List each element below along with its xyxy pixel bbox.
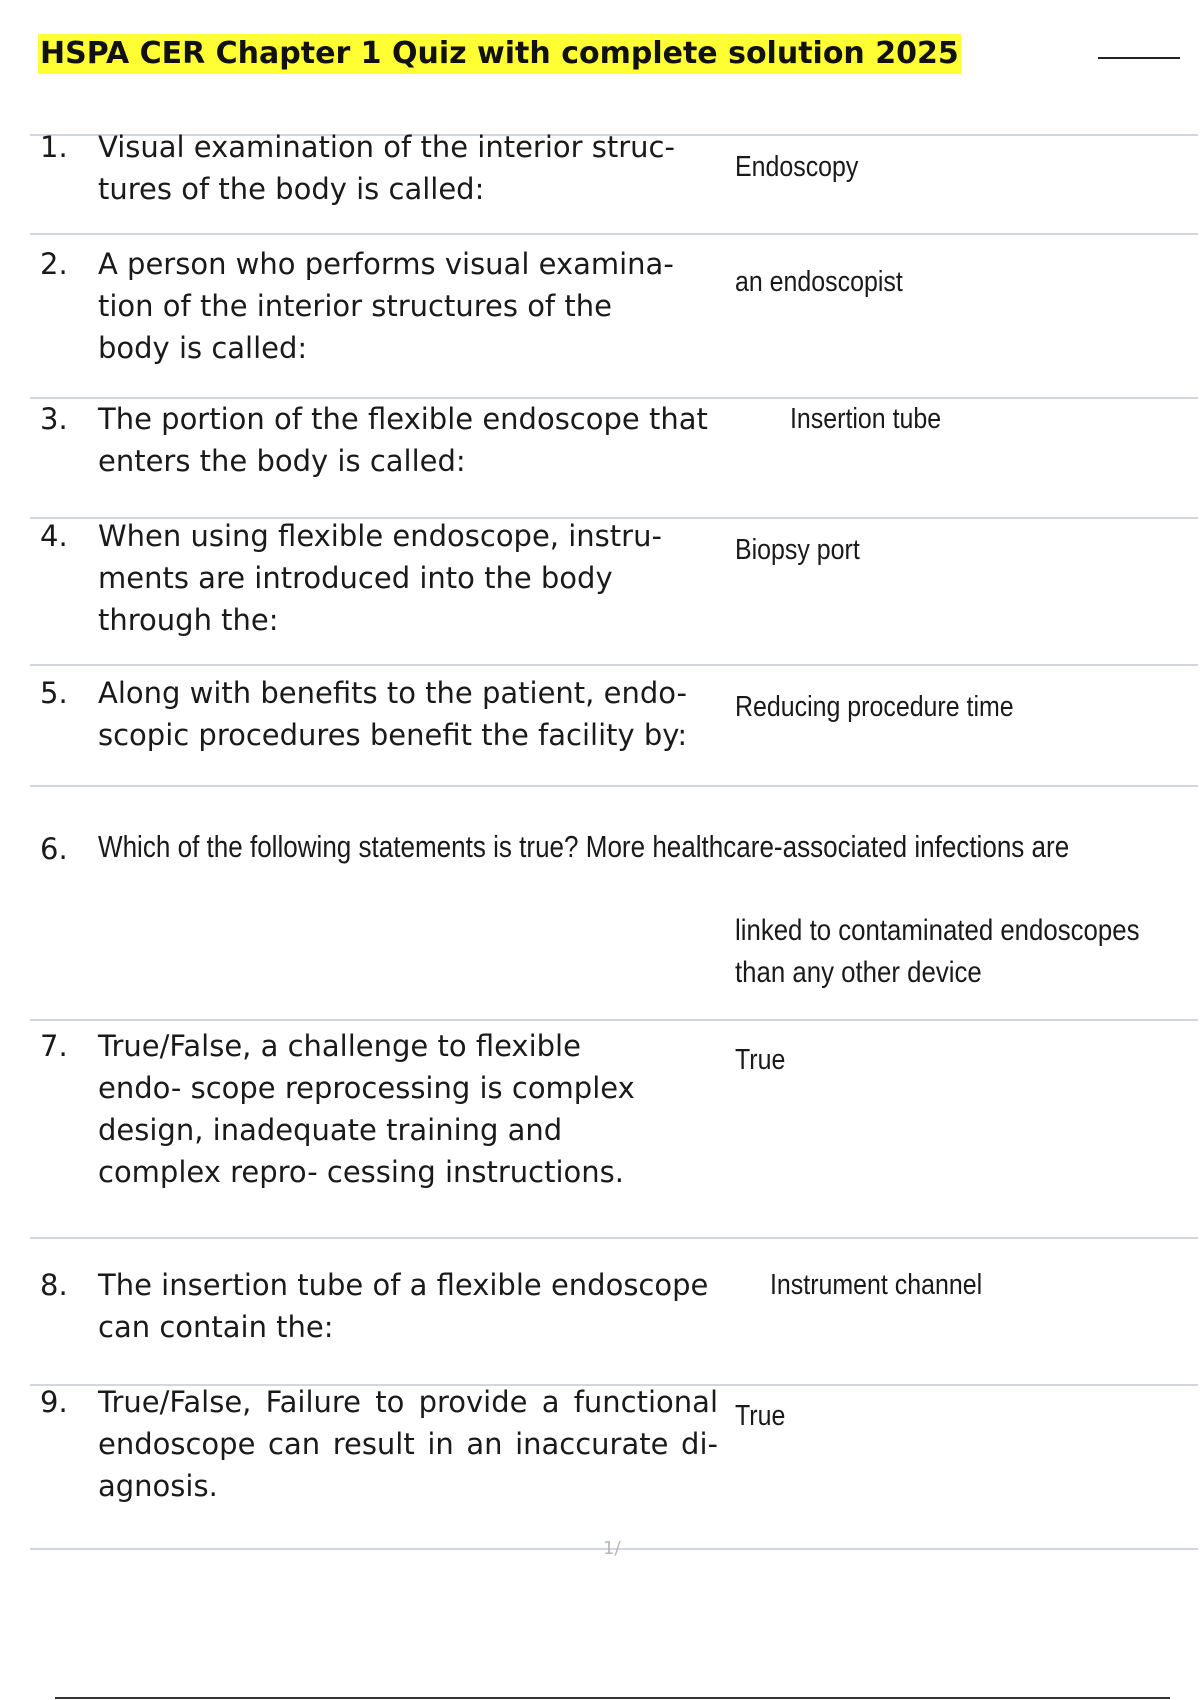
question-text: When using flexible endoscope, instru- ments are introduced into the body through the: <box>98 519 662 637</box>
question-number: 7. <box>40 1029 68 1063</box>
answer-text: Insertion tube <box>790 403 942 435</box>
divider <box>30 1019 1198 1021</box>
question-text: The insertion tube of a flexible endoscope can contain the: <box>98 1268 709 1344</box>
page-title: HSPA CER Chapter 1 Quiz with complete solution 2025 <box>38 34 961 74</box>
answer-text: Biopsy port <box>735 534 860 566</box>
question-item-3 <box>30 398 1198 508</box>
question-text: The portion of the flexible endoscope that enters the body is called: <box>98 402 708 478</box>
question-item-1 <box>30 126 1198 231</box>
question-number: 1. <box>40 130 68 164</box>
question-text: A person who performs visual examina- tion of the interior structures of the body is called: <box>98 247 674 365</box>
divider <box>30 664 1198 666</box>
question-text: True/False, a challenge to flexible endo- scope reprocessing is complex design, inadequate training and complex repro- cessing instructions. <box>98 1029 635 1189</box>
question-item-6 <box>30 828 1198 1018</box>
question-number: 2. <box>40 247 68 281</box>
title-underline <box>1098 57 1180 59</box>
answer-text: Reducing procedure time <box>735 691 1014 723</box>
answer-text: True <box>735 1400 786 1432</box>
question-item-2 <box>30 243 1198 393</box>
answer-text: an endoscopist <box>735 266 903 298</box>
question-item-5 <box>30 672 1198 787</box>
footer-rule <box>55 1697 1170 1699</box>
divider <box>30 233 1198 235</box>
question-number: 9. <box>40 1385 68 1419</box>
answer-text: Instrument channel <box>770 1269 983 1301</box>
question-number: 8. <box>40 1268 68 1302</box>
question-number: 5. <box>40 676 68 710</box>
question-text: Visual examination of the interior struc- tures of the body is called: <box>98 130 675 206</box>
answer-text: Endoscopy <box>735 151 859 183</box>
page-number: 1/ <box>603 1538 621 1559</box>
answer-text: linked to contaminated endoscopes than any other device <box>735 914 1140 989</box>
question-number: 3. <box>40 402 68 436</box>
question-item-8 <box>30 1264 1198 1374</box>
question-item-4 <box>30 515 1198 655</box>
title-row <box>38 34 1138 74</box>
question-number: 4. <box>40 519 68 553</box>
question-text: True/False, Failure to provide a functional endoscope can result in an inaccurate di- agnosis. <box>98 1385 718 1503</box>
divider <box>30 785 1198 787</box>
question-item-7 <box>30 1025 1198 1240</box>
divider <box>30 1237 1198 1239</box>
question-text: Along with benefits to the patient, endo- scopic procedures benefit the facility by: <box>98 676 688 752</box>
question-item-9 <box>30 1381 1198 1526</box>
question-number: 6. <box>40 832 68 866</box>
question-text: Which of the following statements is true? More healthcare-associated infections are <box>98 829 1070 864</box>
answer-text: True <box>735 1044 786 1076</box>
